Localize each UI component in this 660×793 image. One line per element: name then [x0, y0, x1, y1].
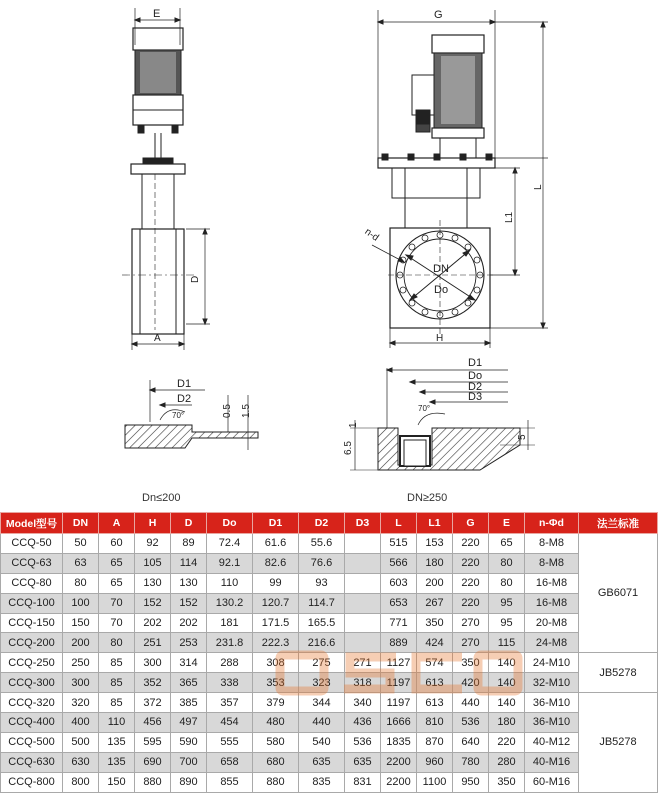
table-cell: 365 [171, 673, 207, 693]
table-cell: 80 [63, 573, 99, 593]
table-cell: 63 [63, 553, 99, 573]
table-cell: 536 [453, 713, 489, 733]
model-cell: CCQ-630 [1, 752, 63, 772]
table-cell: 323 [299, 673, 345, 693]
table-cell: 216.6 [299, 633, 345, 653]
label-G: G [434, 9, 443, 21]
table-header-cell: Model型号 [1, 513, 63, 534]
table-cell: 810 [417, 713, 453, 733]
table-cell: 220 [453, 593, 489, 613]
table-cell: 200 [417, 573, 453, 593]
model-cell: CCQ-100 [1, 593, 63, 613]
table-cell: 385 [171, 693, 207, 713]
label-detail-D2: D2 [177, 393, 192, 405]
table-cell: 220 [453, 553, 489, 573]
table-cell [345, 613, 381, 633]
table-cell: 574 [417, 653, 453, 673]
label-detail-r-D1: D1 [468, 357, 483, 369]
table-cell: 8-M8 [525, 553, 579, 573]
label-detail-D1: D1 [177, 378, 192, 390]
label-detail-1-5: 1.5 [241, 404, 252, 418]
table-cell: 400 [63, 713, 99, 733]
table-cell: 220 [453, 573, 489, 593]
table-cell: 65 [99, 573, 135, 593]
table-cell [345, 633, 381, 653]
label-A: A [154, 333, 161, 344]
table-cell: 65 [99, 553, 135, 573]
caption-dn-250: DN≥250 [407, 492, 448, 504]
table-cell: 36-M10 [525, 693, 579, 713]
table-cell: 70 [99, 613, 135, 633]
table-cell: 890 [171, 772, 207, 792]
table-cell: 350 [453, 653, 489, 673]
table-cell [345, 573, 381, 593]
table-cell: 250 [63, 653, 99, 673]
table-cell: 251 [135, 633, 171, 653]
table-cell: 613 [417, 693, 453, 713]
table-cell: 889 [381, 633, 417, 653]
table-cell: 115 [489, 633, 525, 653]
table-header-cell: G [453, 513, 489, 534]
table-header-row [1, 513, 658, 534]
table-cell: 456 [135, 713, 171, 733]
table-cell: 140 [489, 653, 525, 673]
table-cell: 65 [489, 534, 525, 554]
table-cell: 1197 [381, 673, 417, 693]
table-row [1, 713, 658, 733]
table-header-cell: E [489, 513, 525, 534]
table-cell: 76.6 [299, 553, 345, 573]
table-cell: 202 [135, 613, 171, 633]
table-header-cell: L [381, 513, 417, 534]
table-row [1, 593, 658, 613]
table-cell: 566 [381, 553, 417, 573]
table-cell: 2200 [381, 752, 417, 772]
label-nd: n-d [362, 226, 381, 244]
table-header-cell: 法兰标准 [579, 513, 658, 534]
table-row [1, 673, 658, 693]
table-cell: 110 [99, 713, 135, 733]
table-cell: 780 [453, 752, 489, 772]
table-cell: 92 [135, 534, 171, 554]
table-cell: 20-M8 [525, 613, 579, 633]
table-cell: 960 [417, 752, 453, 772]
table-cell: 835 [299, 772, 345, 792]
table-cell: 89 [171, 534, 207, 554]
table-cell: 200 [63, 633, 99, 653]
table-cell: 580 [253, 732, 299, 752]
label-detail-r-5: 5 [517, 434, 528, 440]
table-cell: 110 [207, 573, 253, 593]
table-cell: 500 [63, 732, 99, 752]
table-cell: 100 [63, 593, 99, 613]
label-detail-r-D2: D2 [468, 381, 483, 393]
table-cell: 1127 [381, 653, 417, 673]
table-cell: 114.7 [299, 593, 345, 613]
table-cell: 1835 [381, 732, 417, 752]
table-cell: 2200 [381, 772, 417, 792]
model-cell: CCQ-800 [1, 772, 63, 792]
table-cell: 120.7 [253, 593, 299, 613]
table-cell: 595 [135, 732, 171, 752]
table-cell: 497 [171, 713, 207, 733]
model-cell: CCQ-200 [1, 633, 63, 653]
label-detail-angle: 70° [172, 411, 185, 420]
table-cell: 613 [417, 673, 453, 693]
table-header-cell: L1 [417, 513, 453, 534]
table-cell: 436 [345, 713, 381, 733]
table-cell: 105 [135, 553, 171, 573]
specification-table [0, 512, 658, 793]
table-cell: 165.5 [299, 613, 345, 633]
table-cell: 271 [345, 653, 381, 673]
table-cell: 80 [489, 553, 525, 573]
table-cell: 555 [207, 732, 253, 752]
table-cell: 220 [453, 534, 489, 554]
table-cell: 202 [171, 613, 207, 633]
table-cell: 950 [453, 772, 489, 792]
label-detail-r-6-5: 6.5 [343, 441, 354, 455]
table-cell: 318 [345, 673, 381, 693]
table-cell: 515 [381, 534, 417, 554]
table-cell: 590 [171, 732, 207, 752]
label-L1: L1 [504, 211, 515, 223]
table-cell: 80 [489, 573, 525, 593]
label-DN: DN [433, 263, 449, 275]
flange-standard-cell: JB5278 [579, 653, 658, 693]
model-cell: CCQ-63 [1, 553, 63, 573]
label-detail-r-angle: 70° [418, 404, 431, 413]
table-cell: 270 [453, 613, 489, 633]
table-row [1, 752, 658, 772]
table-cell: 152 [135, 593, 171, 613]
table-cell: 231.8 [207, 633, 253, 653]
model-cell: CCQ-80 [1, 573, 63, 593]
table-cell: 8-M8 [525, 534, 579, 554]
label-D: D [190, 275, 201, 283]
table-row [1, 732, 658, 752]
table-header-cell: Do [207, 513, 253, 534]
table-row [1, 653, 658, 673]
table-cell: 61.6 [253, 534, 299, 554]
table-cell: 1100 [417, 772, 453, 792]
table-cell: 130 [171, 573, 207, 593]
table-cell: 603 [381, 573, 417, 593]
table-cell: 60-M16 [525, 772, 579, 792]
table-cell: 700 [171, 752, 207, 772]
table-cell: 181 [207, 613, 253, 633]
table-cell: 80 [99, 633, 135, 653]
table-cell: 140 [489, 693, 525, 713]
table-cell: 32-M10 [525, 673, 579, 693]
table-cell: 60 [99, 534, 135, 554]
table-header-cell: D1 [253, 513, 299, 534]
table-cell: 280 [489, 752, 525, 772]
table-cell: 275 [299, 653, 345, 673]
table-cell: 372 [135, 693, 171, 713]
model-cell: CCQ-50 [1, 534, 63, 554]
table-cell [345, 534, 381, 554]
label-Do: Do [434, 284, 449, 296]
table-cell: 82.6 [253, 553, 299, 573]
table-cell: 40-M16 [525, 752, 579, 772]
table-cell: 135 [99, 732, 135, 752]
table-cell: 171.5 [253, 613, 299, 633]
table-cell: 288 [207, 653, 253, 673]
table-cell: 150 [63, 613, 99, 633]
table-cell: 152 [171, 593, 207, 613]
table-cell: 424 [417, 633, 453, 653]
table-cell: 140 [489, 673, 525, 693]
table-cell: 690 [135, 752, 171, 772]
table-cell: 40-M12 [525, 732, 579, 752]
table-cell: 222.3 [253, 633, 299, 653]
table-row [1, 573, 658, 593]
table-cell: 540 [299, 732, 345, 752]
table-row [1, 693, 658, 713]
table-cell: 880 [253, 772, 299, 792]
table-cell: 95 [489, 613, 525, 633]
table-cell: 300 [135, 653, 171, 673]
model-cell: CCQ-250 [1, 653, 63, 673]
table-cell: 630 [63, 752, 99, 772]
table-cell: 50 [63, 534, 99, 554]
table-cell: 300 [63, 673, 99, 693]
table-header-cell: D2 [299, 513, 345, 534]
model-cell: CCQ-320 [1, 693, 63, 713]
table-cell: 24-M8 [525, 633, 579, 653]
table-cell: 92.1 [207, 553, 253, 573]
left-elevation-view [122, 8, 210, 350]
label-detail-0-5: 0.5 [222, 404, 233, 418]
table-header-cell: n-Φd [525, 513, 579, 534]
caption-dn-200: Dn≤200 [142, 492, 181, 504]
table-cell: 16-M8 [525, 573, 579, 593]
label-H: H [436, 333, 444, 344]
table-cell: 320 [63, 693, 99, 713]
table-cell: 16-M8 [525, 593, 579, 613]
table-cell: 338 [207, 673, 253, 693]
table-cell [345, 593, 381, 613]
table-cell: 24-M10 [525, 653, 579, 673]
table-cell: 658 [207, 752, 253, 772]
table-cell: 536 [345, 732, 381, 752]
flange-standard-cell: GB6071 [579, 534, 658, 653]
table-cell: 99 [253, 573, 299, 593]
table-row [1, 613, 658, 633]
table-cell [345, 553, 381, 573]
table-cell: 180 [489, 713, 525, 733]
table-cell: 1666 [381, 713, 417, 733]
table-cell: 350 [417, 613, 453, 633]
table-cell: 353 [253, 673, 299, 693]
table-row [1, 553, 658, 573]
table-row [1, 633, 658, 653]
table-header-cell: D [171, 513, 207, 534]
table-cell: 153 [417, 534, 453, 554]
table-cell: 357 [207, 693, 253, 713]
table-cell: 379 [253, 693, 299, 713]
table-cell: 314 [171, 653, 207, 673]
label-detail-r-D3: D3 [468, 391, 483, 403]
table-cell: 635 [299, 752, 345, 772]
table-cell: 640 [453, 732, 489, 752]
table-cell: 135 [99, 752, 135, 772]
table-cell: 93 [299, 573, 345, 593]
table-cell: 220 [489, 732, 525, 752]
label-L: L [533, 184, 544, 190]
table-cell: 344 [299, 693, 345, 713]
label-E: E [153, 8, 161, 20]
table-cell: 831 [345, 772, 381, 792]
detail-right-view [350, 368, 535, 470]
table-cell: 130 [135, 573, 171, 593]
table-header-cell: D3 [345, 513, 381, 534]
table-cell: 635 [345, 752, 381, 772]
table-cell: 85 [99, 653, 135, 673]
table-cell: 36-M10 [525, 713, 579, 733]
model-cell: CCQ-300 [1, 673, 63, 693]
label-detail-r-Do: Do [468, 370, 483, 382]
table-cell: 420 [453, 673, 489, 693]
table-cell: 800 [63, 772, 99, 792]
table-header-cell: H [135, 513, 171, 534]
table-cell: 855 [207, 772, 253, 792]
table-cell: 85 [99, 673, 135, 693]
table-cell: 308 [253, 653, 299, 673]
table-cell: 440 [453, 693, 489, 713]
right-elevation-view [372, 10, 548, 348]
table-header-cell: A [99, 513, 135, 534]
table-cell: 352 [135, 673, 171, 693]
table-cell: 680 [253, 752, 299, 772]
table-cell: 870 [417, 732, 453, 752]
model-cell: CCQ-500 [1, 732, 63, 752]
model-cell: CCQ-400 [1, 713, 63, 733]
table-cell: 130.2 [207, 593, 253, 613]
table-row [1, 772, 658, 792]
table-cell: 270 [453, 633, 489, 653]
detail-left-view [125, 380, 258, 450]
table-cell: 55.6 [299, 534, 345, 554]
table-header-cell: DN [63, 513, 99, 534]
table-cell: 1197 [381, 693, 417, 713]
table-cell: 70 [99, 593, 135, 613]
table-cell: 180 [417, 553, 453, 573]
table-cell: 350 [489, 772, 525, 792]
table-cell: 72.4 [207, 534, 253, 554]
table-cell: 150 [99, 772, 135, 792]
table-cell: 440 [299, 713, 345, 733]
label-detail-r-1: 1 [348, 422, 359, 428]
model-cell: CCQ-150 [1, 613, 63, 633]
table-row [1, 534, 658, 554]
table-cell: 85 [99, 693, 135, 713]
table-cell: 340 [345, 693, 381, 713]
table-cell: 653 [381, 593, 417, 613]
table-cell: 480 [253, 713, 299, 733]
table-cell: 880 [135, 772, 171, 792]
flange-standard-cell: JB5278 [579, 693, 658, 792]
table-cell: 114 [171, 553, 207, 573]
table-cell: 267 [417, 593, 453, 613]
table-cell: 454 [207, 713, 253, 733]
table-cell: 95 [489, 593, 525, 613]
table-cell: 253 [171, 633, 207, 653]
table-cell: 771 [381, 613, 417, 633]
